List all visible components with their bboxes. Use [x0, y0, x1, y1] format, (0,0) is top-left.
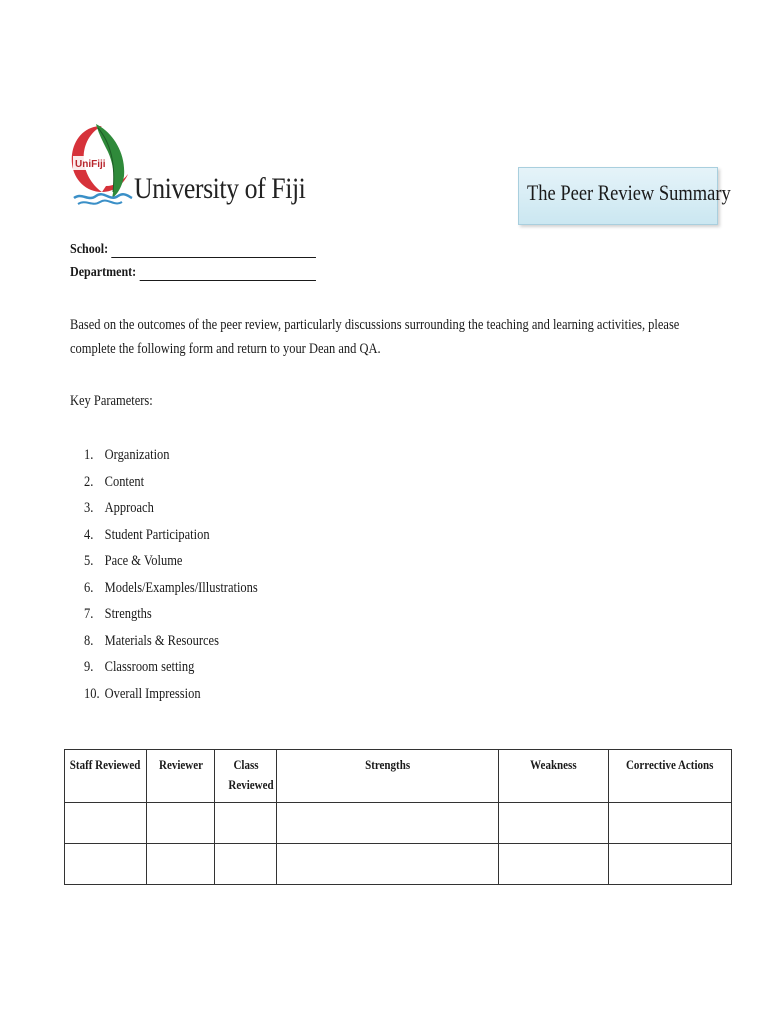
table-header-row	[65, 750, 732, 803]
unifiji-logo	[66, 118, 138, 210]
logo-text: UniFiji	[75, 159, 106, 170]
table-cell[interactable]	[147, 844, 215, 885]
key-parameters-heading: Key Parameters:	[70, 393, 153, 409]
header-weakness: Weakness	[499, 750, 609, 803]
university-name: University of Fiji	[134, 172, 306, 205]
form-title: The Peer Review Summary	[527, 180, 731, 205]
school-blank-line[interactable]	[112, 243, 317, 258]
table-cell[interactable]	[499, 844, 609, 885]
list-item: 8. Materials & Resources	[84, 632, 219, 649]
header-strengths: Strengths	[277, 750, 499, 803]
table-cell[interactable]	[277, 803, 499, 844]
department-blank-line[interactable]	[140, 266, 316, 281]
list-item: 7. Strengths	[84, 606, 152, 622]
school-label: School:	[70, 242, 109, 257]
table-cell[interactable]	[65, 844, 147, 885]
header-staff-reviewed: Staff Reviewed	[65, 750, 147, 803]
peer-review-table	[64, 749, 732, 885]
school-field	[70, 242, 316, 258]
table-cell[interactable]	[609, 803, 732, 844]
table-cell[interactable]	[277, 844, 499, 885]
form-title-box	[518, 167, 731, 225]
list-item: 3. Approach	[84, 500, 154, 516]
table-row	[65, 803, 732, 844]
table-cell[interactable]	[215, 803, 277, 844]
department-field	[70, 265, 316, 281]
table-cell[interactable]	[609, 844, 732, 885]
table-cell[interactable]	[215, 844, 277, 885]
table-cell[interactable]	[147, 803, 215, 844]
table-row	[65, 844, 732, 885]
department-label: Department:	[70, 265, 137, 280]
header-corrective-actions: Corrective Actions	[609, 750, 732, 803]
list-item: 6. Models/Examples/Illustrations	[84, 579, 258, 596]
list-item: 5. Pace & Volume	[84, 553, 183, 569]
instructions-paragraph: Based on the outcomes of the peer review, particularly discussions surrounding the teaching and learning activities, please complete the following form and return to your Dean and QA.	[70, 317, 680, 357]
list-item: 9. Classroom setting	[84, 659, 195, 675]
list-item: 2. Content	[84, 473, 145, 490]
table-cell[interactable]	[499, 803, 609, 844]
header-class-reviewed: Class Reviewed	[215, 750, 277, 803]
list-item: 1. Organization	[84, 447, 170, 463]
key-parameters-list	[84, 444, 258, 709]
list-item: 4. Student Participation	[84, 526, 210, 543]
list-item: 10. Overall Impression	[84, 685, 201, 702]
header-reviewer: Reviewer	[147, 750, 215, 803]
table-cell[interactable]	[65, 803, 147, 844]
